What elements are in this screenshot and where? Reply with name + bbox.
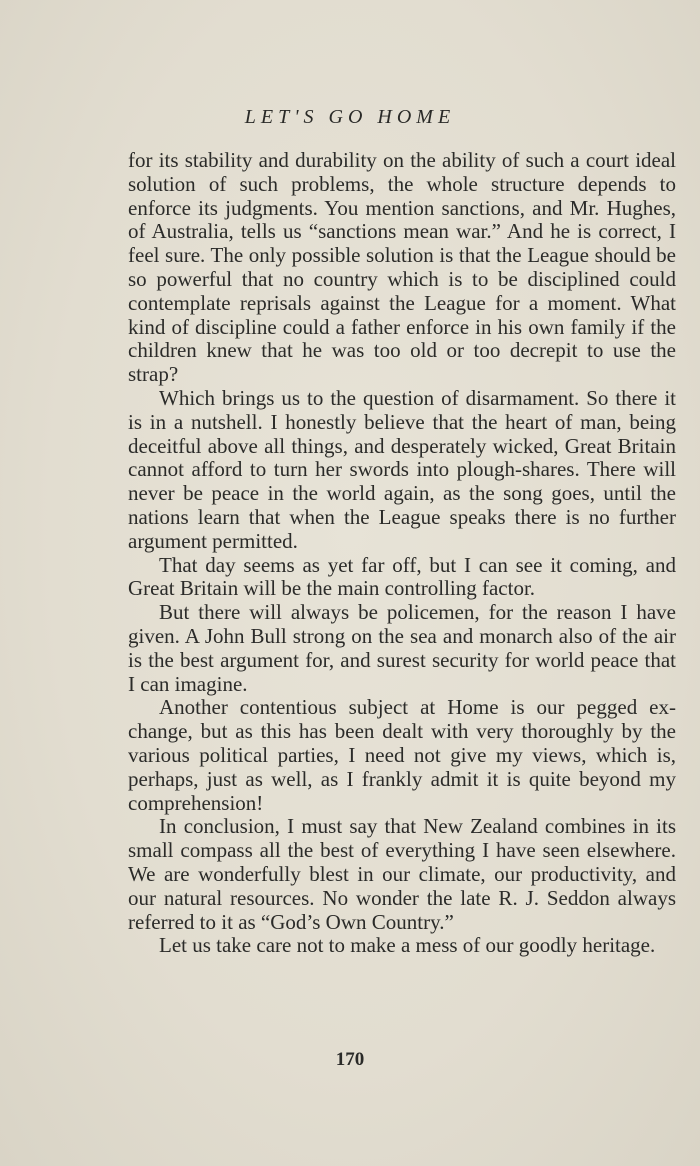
paragraph: for its stability and durability on the ability of such a court ideal solution of such problems, the whole structure depends to enforce its judgments. You mention sanctions, and Mr. Hughes, of Australia, tells us “sanctions mean war.” And he is correct, I feel sure. The only possible solution is that the League should be so powerful that no country which is to be disciplined could contemplate reprisals against the League for a moment. What kind of discipline could a father enforce in his own family if the children knew that he was too old or too decrepit to use the strap?: [128, 148, 676, 387]
page-number: 170: [335, 1049, 365, 1070]
paragraph: In conclusion, I must say that New Zealand combines in its small compass all the best of everything I have seen elsewhere. We are wonderfully blest in our climate, our productivity, and our natural resources. No wonder the late R. J. Seddon always referred to it as “God’s Own Country.”: [128, 814, 676, 934]
paragraph: Which brings us to the question of disarmament. So there it is in a nutshell. I honestly believe that the heart of man, being deceitful above all things, and desperately wicked, Great Britain cannot afford to turn her swords into plough-shares. There will never be peace in the world again, as the song goes, until the nations learn that when the League speaks there is no further argument permitted.: [128, 385, 676, 553]
body-text: [128, 149, 676, 958]
running-head: LET'S GO HOME: [244, 106, 456, 128]
paragraph: Let us take care not to make a mess of our goodly heritage.: [159, 933, 656, 958]
paragraph: Another contentious subject at Home is our pegged ex-change, but as this has been dealt with very thoroughly by the various political parties, I need not give my views, which is, perhaps, just as well, as I frankly admit it is quite beyond my comprehension!: [128, 695, 676, 815]
paragraph: That day seems as yet far off, but I can see it coming, and Great Britain will be the main controlling factor.: [128, 552, 676, 601]
paragraph: But there will always be policemen, for the reason I have given. A John Bull strong on the sea and monarch also of the air is the best argument for, and surest security for world peace that I can imagine.: [128, 600, 676, 696]
